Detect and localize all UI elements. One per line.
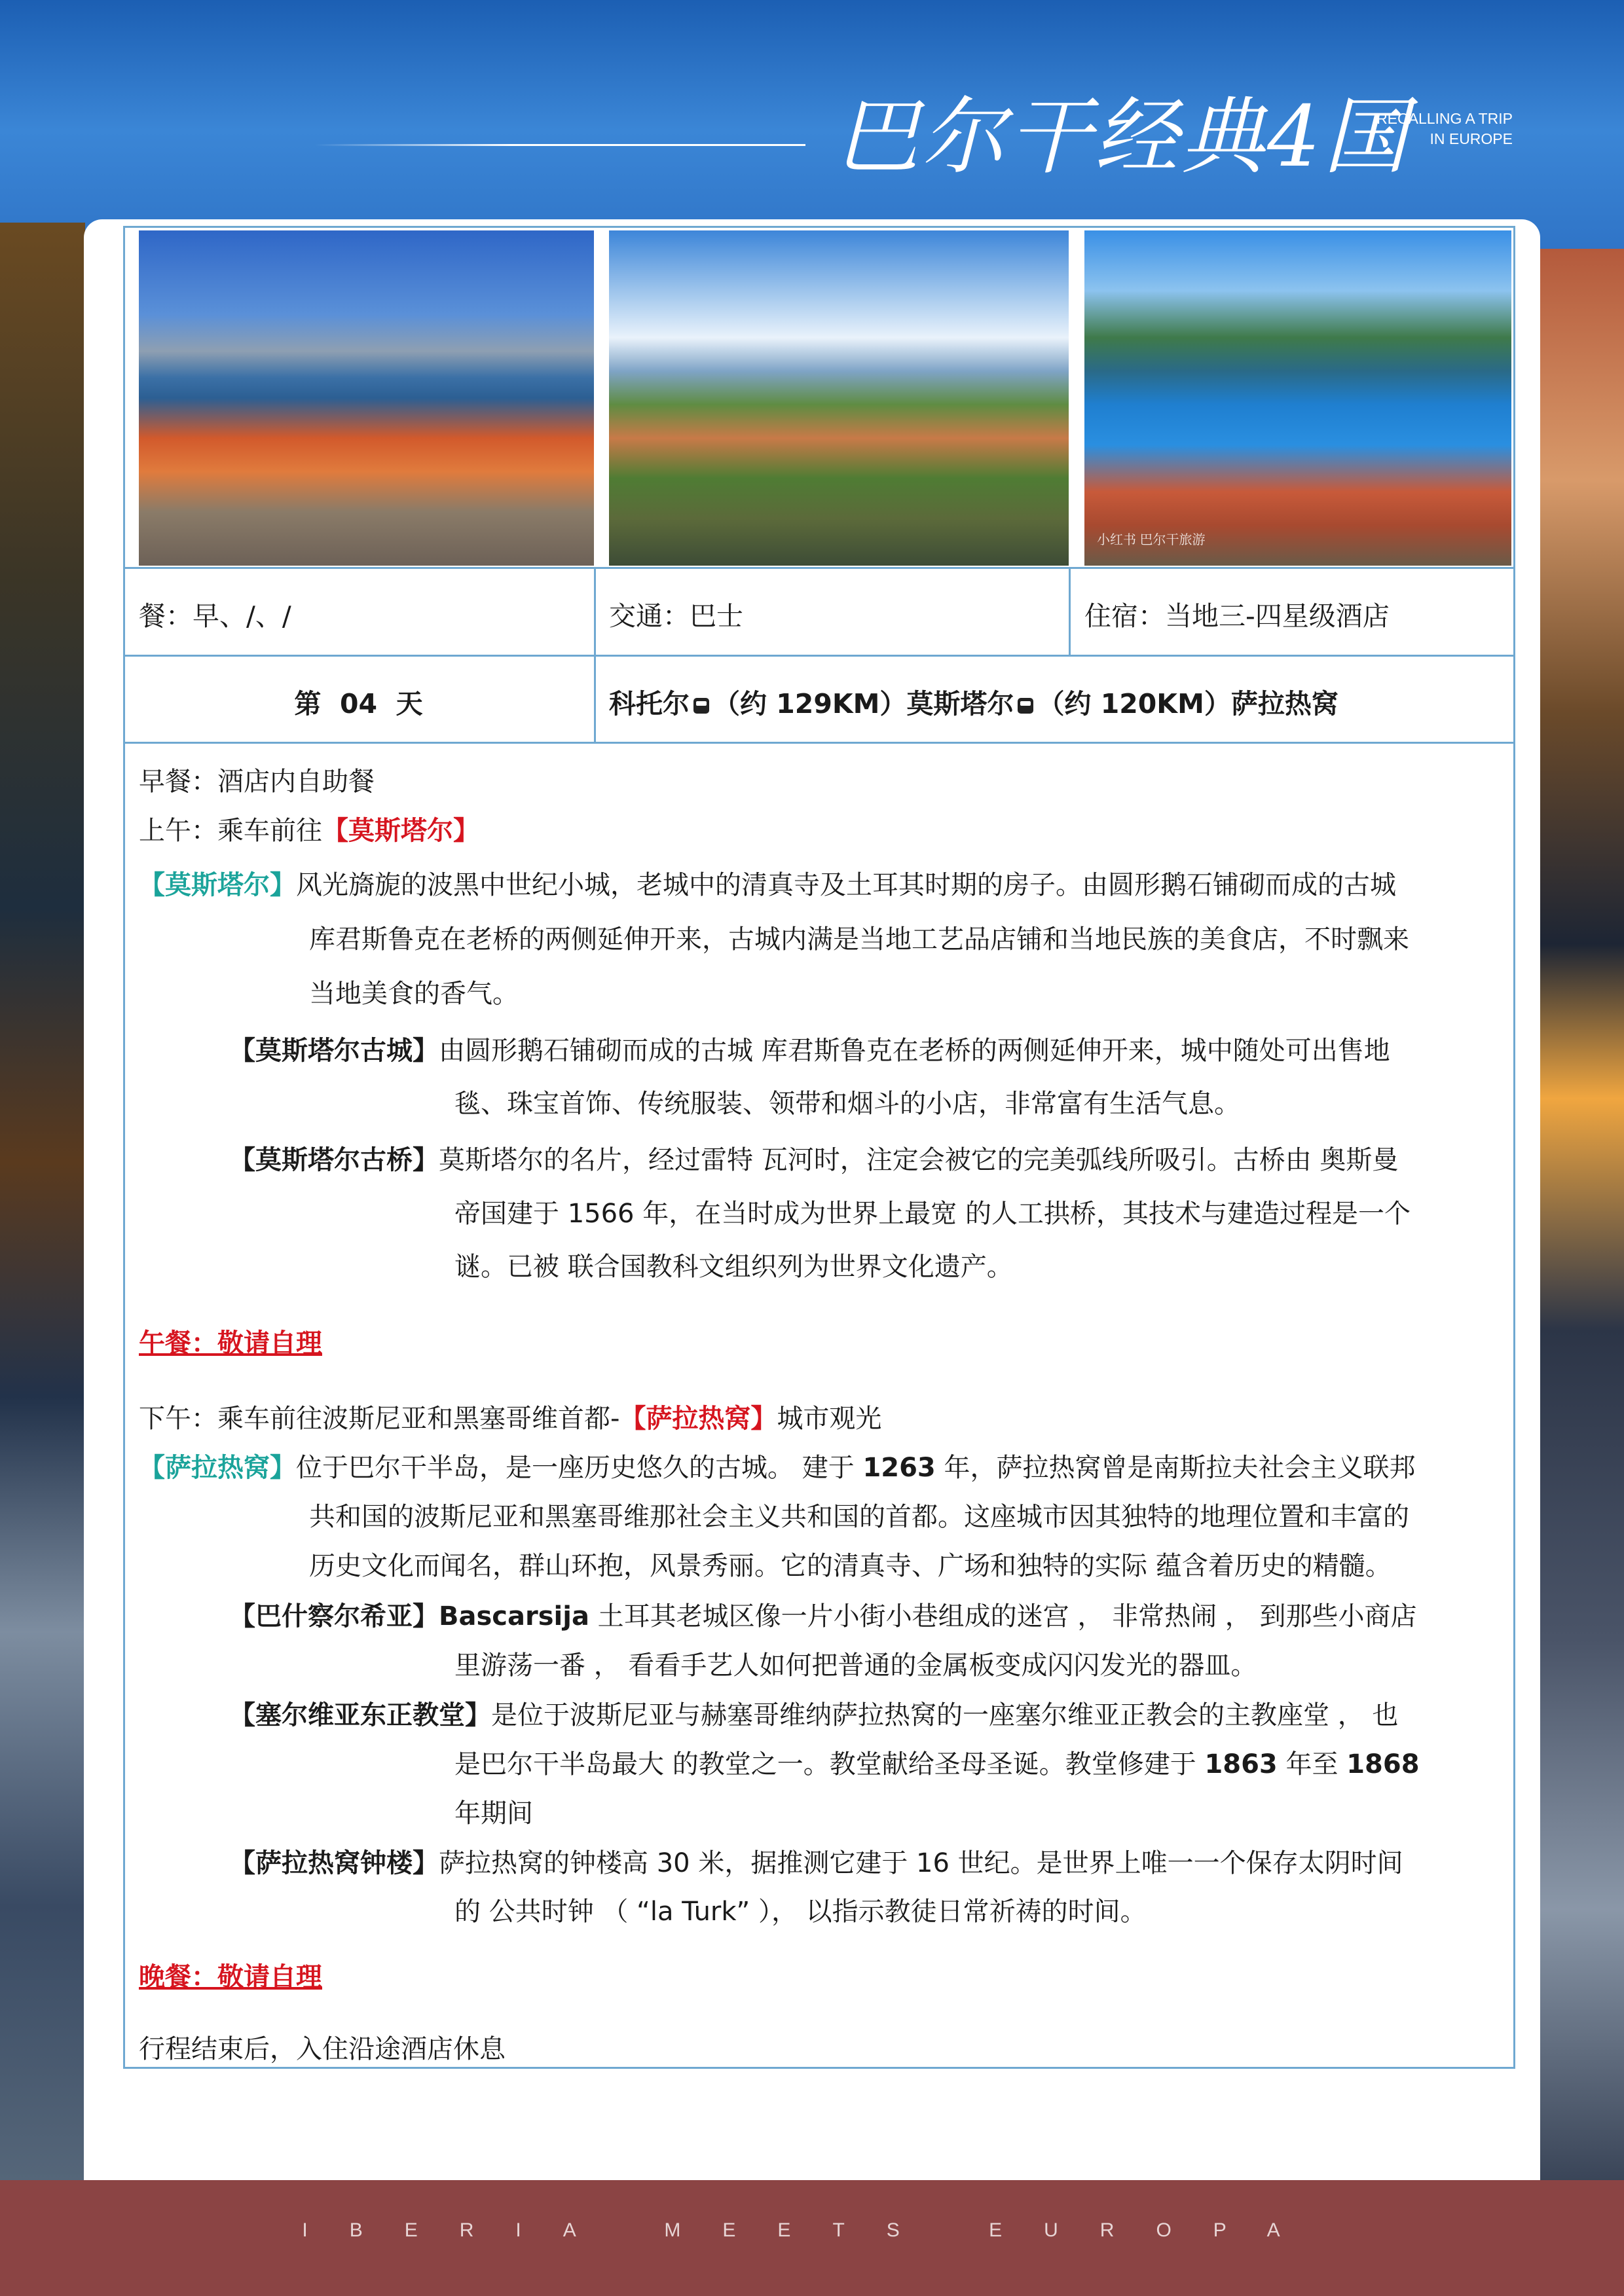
- mostar-line-2: 库君斯鲁克在老桥的两侧延伸开来，古城内满是当地工艺品店铺和当地民族的美食店，不时飘来: [309, 924, 1409, 955]
- photo-perast-bay: [1084, 230, 1511, 566]
- sarajevo-tag: 【萨拉热窝】: [139, 1453, 296, 1483]
- meals-info: 餐：早、/、/: [139, 600, 291, 632]
- bascarsija-line-2: 里游荡一番 ， 看看手艺人如何把普通的金属板变成闪闪发光的器皿。: [454, 1650, 1257, 1681]
- mostar-line-1: [139, 864, 1396, 902]
- bus-icon: [693, 698, 709, 714]
- sarajevo-line-2: 共和国的波斯尼亚和黑塞哥维那社会主义共和国的首都。这座城市因其独特的地理位置和丰富的: [309, 1502, 1409, 1532]
- route-leg2-distance: （约 120KM）: [1037, 688, 1231, 720]
- row-divider-2: [123, 655, 1515, 657]
- background-right-scenery: [1536, 249, 1624, 2180]
- row-divider-3: [123, 742, 1515, 744]
- route-leg1-distance: （约 129KM）: [713, 688, 907, 720]
- bascarsija-text-1: 土耳其老城区像一片小街小巷组成的迷宫 ， 非常热闹 ， 到那些小商店: [589, 1601, 1417, 1631]
- route-mid: 莫斯塔尔: [906, 688, 1014, 720]
- breakfast-line: 早餐：酒店内自助餐: [139, 767, 375, 797]
- afternoon-prefix: 下午：乘车前往波斯尼亚和黑塞哥维首都-: [139, 1404, 620, 1434]
- route-from: 科托尔: [609, 688, 690, 720]
- clock-tower-text-1: 萨拉热窝的钟楼高 30 米，据推测它建于 16 世纪。是世界上唯一一个保存太阴时间: [439, 1848, 1403, 1878]
- morning-prefix: 上午：乘车前往: [139, 816, 322, 846]
- bridge-tag: 【莫斯塔尔古桥】: [229, 1145, 439, 1175]
- bridge-line-3: 谜。已被 联合国教科文组织列为世界文化遗产。: [454, 1252, 1013, 1282]
- header-divider: [314, 144, 805, 146]
- day-label: 第 04 天: [294, 688, 423, 720]
- bascarsija-tag: 【巴什察尔希亚】: [229, 1601, 439, 1631]
- cathedral-text-2a: 是巴尔干半岛最大 的教堂之一。教堂献给圣母圣诞。教堂修建于: [454, 1749, 1205, 1779]
- footer-text: IBERIA MEETS EUROPA: [302, 2219, 1322, 2241]
- mostar-line-3: 当地美食的香气。: [309, 979, 519, 1009]
- brand-subtitle: [1362, 109, 1513, 149]
- mostar-text-1: 风光旖旎的波黑中世纪小城，老城中的清真寺及土耳其时期的房子。由圆形鹅石铺砌而成的古城: [296, 870, 1396, 900]
- sarajevo-text-1a: 位于巴尔干半岛，是一座历史悠久的古城。 建于: [296, 1453, 863, 1483]
- cathedral-year-end: 1868: [1346, 1749, 1420, 1779]
- cathedral-line-2: [454, 1743, 1420, 1781]
- transport-info: 交通：巴士: [609, 600, 743, 632]
- old-town-text-1: 由圆形鹅石铺砌而成的古城 库君斯鲁克在老桥的两侧延伸开来，城中随处可出售地: [439, 1036, 1390, 1066]
- cathedral-text-2b: 年至: [1277, 1749, 1347, 1779]
- morning-line: [139, 810, 479, 847]
- lunch-line: 午餐：敬请自理: [139, 1328, 322, 1358]
- brand-subtitle-line1: RECALLING A TRIP: [1376, 110, 1513, 127]
- row-divider-1: [123, 567, 1515, 569]
- closing-line: 行程结束后，入住沿途酒店休息: [139, 2034, 506, 2064]
- bascarsija-name: Bascarsija: [439, 1601, 589, 1631]
- hotel-info: 住宿：当地三-四星级酒店: [1084, 600, 1390, 632]
- sarajevo-text-1b: 年，萨拉热窝曾是南斯拉夫社会主义联邦: [935, 1453, 1416, 1483]
- cathedral-text-1: 是位于波斯尼亚与赫塞哥维纳萨拉热窝的一座塞尔维亚正教会的主教座堂 ， 也: [491, 1700, 1399, 1730]
- old-town-tag: 【莫斯塔尔古城】: [229, 1036, 439, 1066]
- clock-tower-line-1: [229, 1842, 1403, 1880]
- col-divider-1: [594, 567, 596, 742]
- cathedral-tag: 【塞尔维亚东正教堂】: [229, 1700, 491, 1730]
- clock-tower-tag: 【萨拉热窝钟楼】: [229, 1848, 439, 1878]
- sarajevo-year: 1263: [862, 1453, 936, 1483]
- morning-place: 【莫斯塔尔】: [322, 816, 479, 846]
- background-left-scenery: [0, 223, 85, 2180]
- bridge-line-1: [229, 1139, 1398, 1176]
- sarajevo-line-1: [139, 1447, 1415, 1484]
- bus-icon: [1018, 698, 1033, 714]
- photo-ljubljana-river: [609, 230, 1069, 566]
- afternoon-place: 【萨拉热窝】: [619, 1404, 777, 1434]
- cathedral-line-1: [229, 1694, 1398, 1732]
- dinner-line: 晚餐：敬请自理: [139, 1962, 322, 1992]
- sarajevo-line-3: 历史文化而闻名，群山环抱，风景秀丽。它的清真寺、广场和独特的实际 蕴含着历史的精髓。: [309, 1551, 1392, 1581]
- photo-watermark: 小红书 巴尔干旅游: [1097, 533, 1206, 547]
- brand-subtitle-line2: IN EUROPE: [1430, 130, 1513, 147]
- route-to: 萨拉热窝: [1230, 688, 1338, 720]
- bascarsija-line-1: [229, 1595, 1417, 1633]
- cathedral-year-start: 1863: [1204, 1749, 1278, 1779]
- old-town-line-2: 毯、珠宝首饰、传统服装、领带和烟斗的小店，非常富有生活气息。: [454, 1089, 1240, 1119]
- old-town-line-1: [229, 1030, 1390, 1067]
- day-route: [609, 682, 1338, 721]
- mostar-tag: 【莫斯塔尔】: [139, 870, 296, 900]
- afternoon-line: [139, 1398, 881, 1435]
- brand-title: 巴尔干经典4国: [835, 88, 1410, 186]
- bridge-text-1: 莫斯塔尔的名片，经过雷特 瓦河时，注定会被它的完美弧线所吸引。古桥由 奥斯曼: [439, 1145, 1399, 1175]
- photo-budva-old-town: [139, 230, 594, 566]
- col-divider-2: [1069, 567, 1071, 655]
- afternoon-suffix: 城市观光: [777, 1404, 882, 1434]
- bridge-line-2: 帝国建于 1566 年，在当时成为世界上最宽 的人工拱桥，其技术与建造过程是一个: [454, 1199, 1411, 1229]
- clock-tower-line-2: 的 公共时钟 （ “la Turk” ）， 以指示教徒日常祈祷的时间。: [454, 1897, 1147, 1927]
- cathedral-line-3: 年期间: [454, 1798, 533, 1829]
